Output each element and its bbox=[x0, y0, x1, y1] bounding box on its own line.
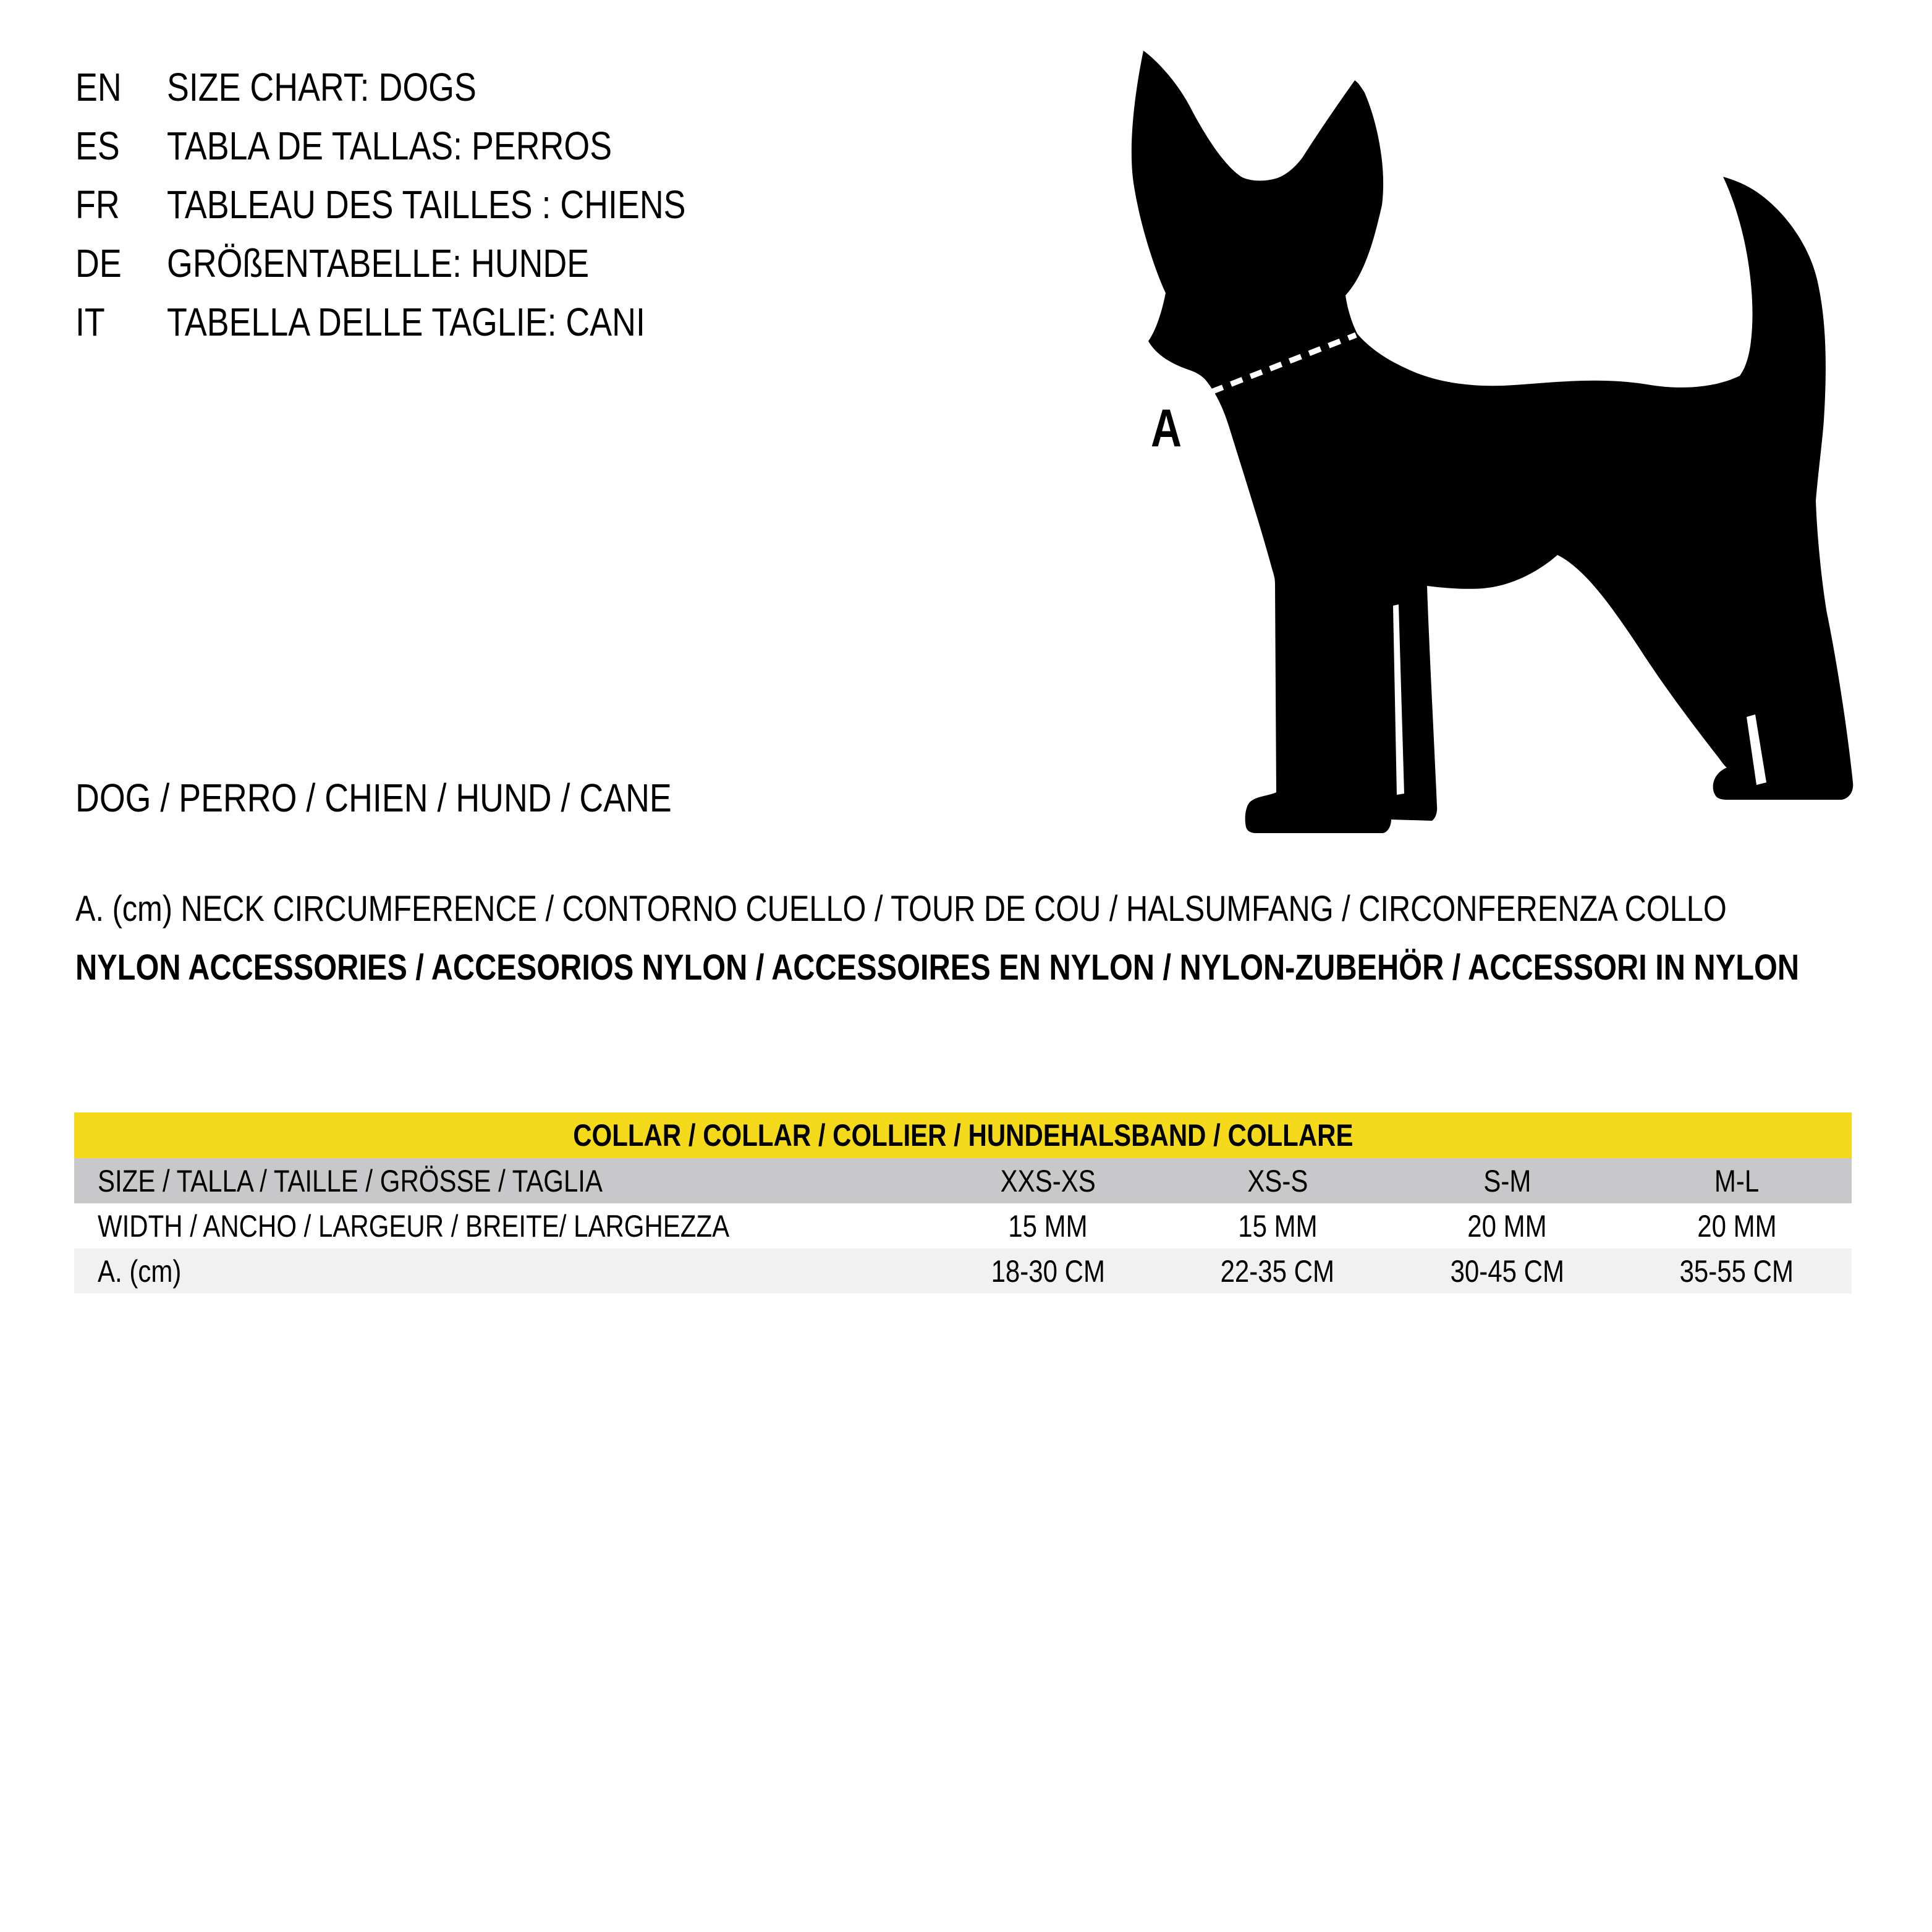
neck-value: 18-30 CM bbox=[991, 1253, 1105, 1289]
language-label: SIZE CHART: DOGS bbox=[167, 65, 477, 109]
language-code: FR bbox=[75, 182, 120, 227]
row-label: SIZE / TALLA / TAILLE / GRÖSSE / TAGLIA bbox=[98, 1163, 603, 1198]
neck-value: 35-55 CM bbox=[1680, 1253, 1794, 1289]
dog-silhouette-svg bbox=[1125, 25, 1897, 834]
language-label: TABLA DE TALLAS: PERROS bbox=[167, 124, 612, 168]
language-row bbox=[75, 234, 784, 293]
material-note: NYLON ACCESSORIES / ACCESORIOS NYLON / ACCESSOIRES EN NYLON / NYLON-ZUBEHÖR / ACCESSORI IN NYLON bbox=[75, 947, 1800, 988]
language-code: DE bbox=[75, 241, 122, 286]
neck-value: 22-35 CM bbox=[1221, 1253, 1335, 1289]
language-code: IT bbox=[75, 300, 105, 344]
measure-point-label: A bbox=[1151, 399, 1182, 458]
language-row bbox=[75, 293, 784, 352]
width-value: 20 MM bbox=[1467, 1208, 1547, 1244]
dog-figure bbox=[1125, 25, 1897, 834]
row-label: WIDTH / ANCHO / LARGEUR / BREITE/ LARGHEZZA bbox=[98, 1208, 730, 1244]
language-row bbox=[75, 176, 784, 234]
table-row-neck bbox=[74, 1248, 1852, 1294]
size-value: S-M bbox=[1483, 1163, 1532, 1198]
table-title: COLLAR / COLLAR / COLLIER / HUNDEHALSBAND / COLLARE bbox=[572, 1118, 1354, 1153]
table-header bbox=[74, 1112, 1852, 1158]
dog-silhouette bbox=[1132, 51, 1853, 833]
table-row-width bbox=[74, 1203, 1852, 1248]
language-row bbox=[75, 117, 784, 176]
size-value: XXS-XS bbox=[1000, 1163, 1096, 1198]
language-label: TABELLA DELLE TAGLIE: CANI bbox=[167, 300, 645, 344]
table-row-size bbox=[74, 1158, 1852, 1203]
width-value: 15 MM bbox=[1238, 1208, 1318, 1244]
figure-caption: DOG / PERRO / CHIEN / HUND / CANE bbox=[75, 776, 672, 820]
language-label: GRÖßENTABELLE: HUNDE bbox=[167, 241, 590, 286]
row-label: A. (cm) bbox=[98, 1253, 182, 1289]
language-label: TABLEAU DES TAILLES : CHIENS bbox=[167, 182, 686, 227]
language-title-block bbox=[75, 58, 784, 352]
language-row bbox=[75, 58, 784, 117]
size-value: XS-S bbox=[1247, 1163, 1308, 1198]
neck-value: 30-45 CM bbox=[1450, 1253, 1564, 1289]
width-value: 15 MM bbox=[1008, 1208, 1088, 1244]
size-table bbox=[74, 1112, 1852, 1294]
width-value: 20 MM bbox=[1697, 1208, 1777, 1244]
language-code: ES bbox=[75, 124, 120, 168]
size-value: M-L bbox=[1714, 1163, 1760, 1198]
measurement-note: A. (cm) NECK CIRCUMFERENCE / CONTORNO CUELLO / TOUR DE COU / HALSUMFANG / CIRCONFERENZA COLLO bbox=[75, 889, 1727, 929]
language-code: EN bbox=[75, 65, 122, 109]
